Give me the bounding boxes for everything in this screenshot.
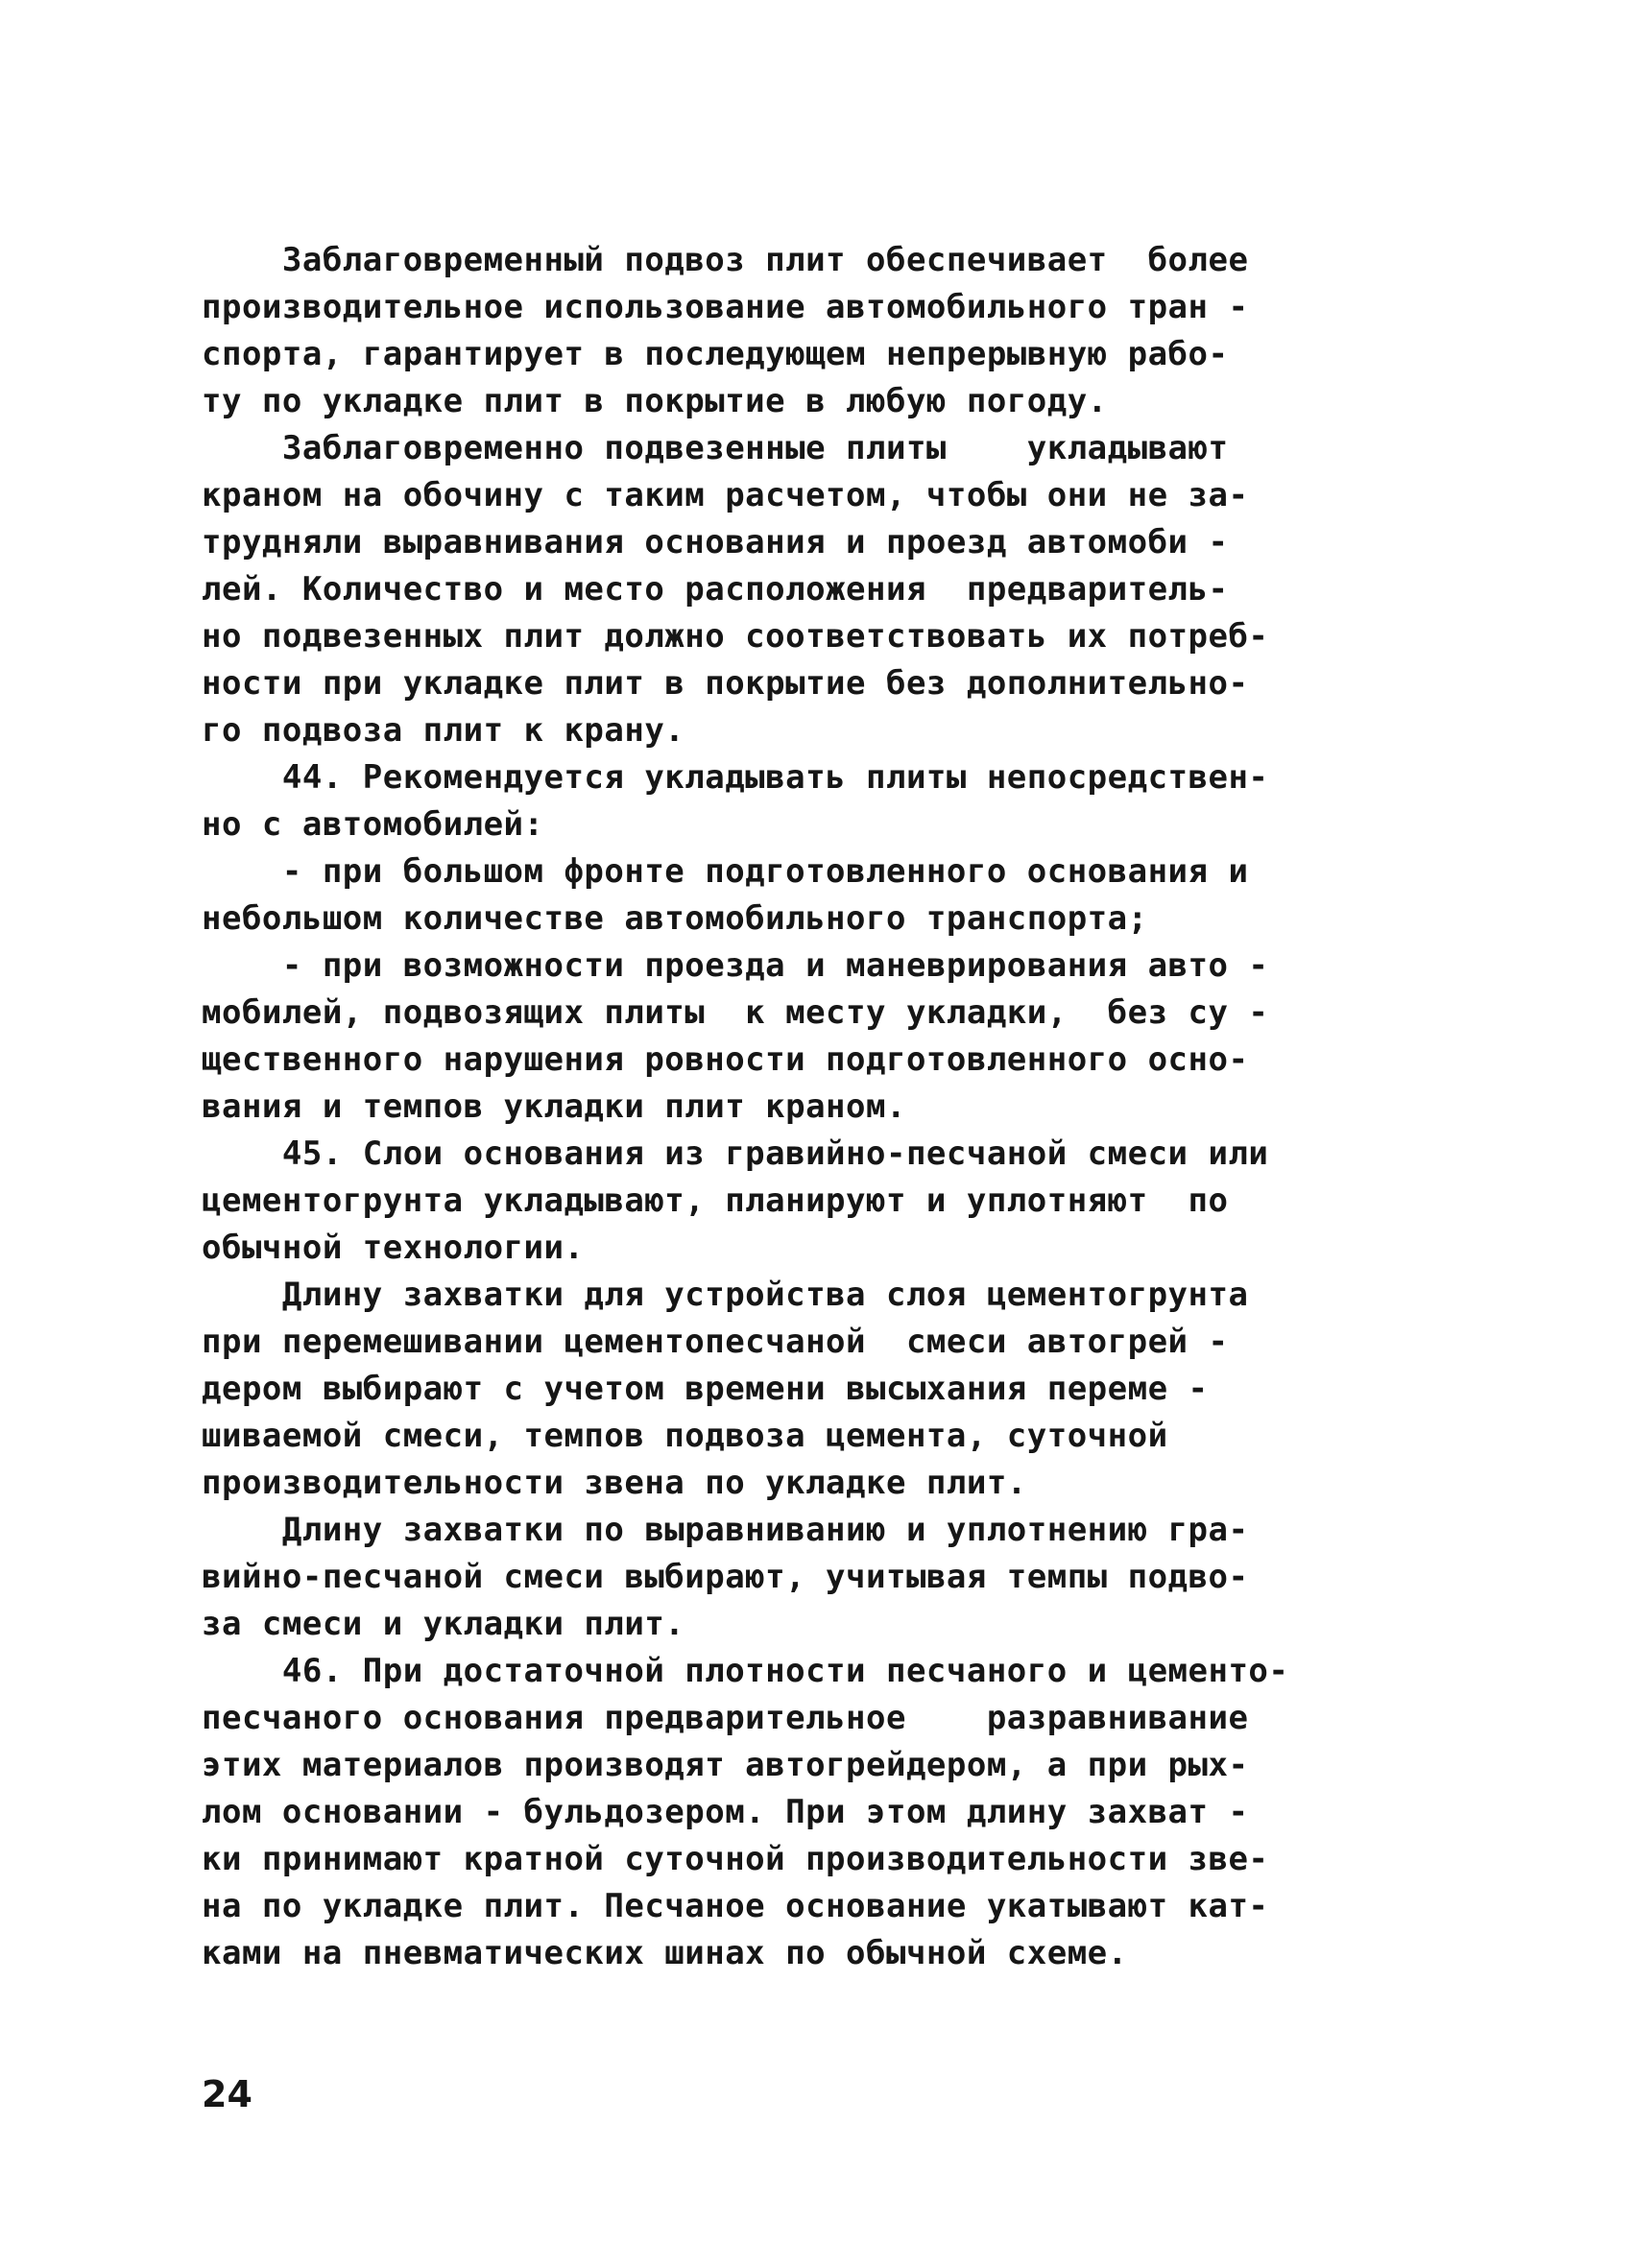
- text-line: производительное использование автомобильного тран -: [202, 288, 1249, 326]
- text-line: ки принимают кратной суточной производительности зве-: [202, 1840, 1269, 1878]
- text-line: - при возможности проезда и маневрирования авто -: [202, 946, 1269, 985]
- text-line: цементогрунта укладывают, планируют и уплотняют по: [202, 1182, 1229, 1220]
- text-line: 46. При достаточной плотности песчаного и цементо-: [202, 1652, 1289, 1690]
- text-line: песчаного основания предварительное разравнивание: [202, 1699, 1249, 1737]
- text-line: краном на обочину с таким расчетом, чтобы они не за-: [202, 476, 1249, 514]
- text-line: мобилей, подвозящих плиты к месту укладки, без су -: [202, 993, 1269, 1032]
- text-line: ками на пневматических шинах по обычной схеме.: [202, 1934, 1128, 1972]
- text-line: Длину захватки для устройства слоя цементогрунта: [202, 1276, 1249, 1314]
- body-text: [202, 237, 1440, 1977]
- text-line: обычной технологии.: [202, 1229, 585, 1267]
- text-line: трудняли выравнивания основания и проезд автомоби -: [202, 523, 1229, 561]
- text-line: Заблаговременный подвоз плит обеспечивает более: [202, 241, 1249, 279]
- text-line: вийно-песчаной смеси выбирают, учитывая темпы подво-: [202, 1558, 1249, 1596]
- text-line: но с автомобилей:: [202, 805, 544, 844]
- text-line: ту по укладке плит в покрытие в любую погоду.: [202, 382, 1108, 420]
- text-line: за смеси и укладки плит.: [202, 1605, 685, 1643]
- text-line: вания и темпов укладки плит краном.: [202, 1087, 906, 1126]
- text-line: на по укладке плит. Песчаное основание укатывают кат-: [202, 1887, 1269, 1925]
- text-line: этих материалов производят автогрейдером, а при рых-: [202, 1746, 1249, 1784]
- text-line: дером выбирают с учетом времени высыхания переме -: [202, 1370, 1209, 1408]
- text-line: но подвезенных плит должно соответствовать их потреб-: [202, 617, 1269, 656]
- text-line: лей. Количество и место расположения предваритель-: [202, 570, 1229, 609]
- text-line: небольшом количестве автомобильного транспорта;: [202, 899, 1148, 938]
- text-line: 44. Рекомендуется укладывать плиты непосредствен-: [202, 758, 1269, 797]
- text-line: шиваемой смеси, темпов подвоза цемента, суточной: [202, 1417, 1168, 1455]
- text-line: - при большом фронте подготовленного основания и: [202, 852, 1249, 891]
- text-line: Длину захватки по выравниванию и уплотнению гра-: [202, 1511, 1249, 1549]
- text-line: ности при укладке плит в покрытие без дополнительно-: [202, 664, 1249, 703]
- text-line: при перемешивании цементопесчаной смеси автогрей -: [202, 1323, 1229, 1361]
- text-line: спорта, гарантирует в последующем непрерывную рабо-: [202, 335, 1229, 373]
- text-line: 45. Слои основания из гравийно-песчаной смеси или: [202, 1134, 1269, 1173]
- text-line: производительности звена по укладке плит.: [202, 1464, 1027, 1502]
- text-line: го подвоза плит к крану.: [202, 711, 685, 750]
- text-line: лом основании - бульдозером. При этом длину захват -: [202, 1793, 1249, 1831]
- text-line: Заблаговременно подвезенные плиты укладывают: [202, 429, 1229, 467]
- page-number: 24: [202, 2073, 252, 2115]
- text-line: щественного нарушения ровности подготовленного осно-: [202, 1040, 1249, 1079]
